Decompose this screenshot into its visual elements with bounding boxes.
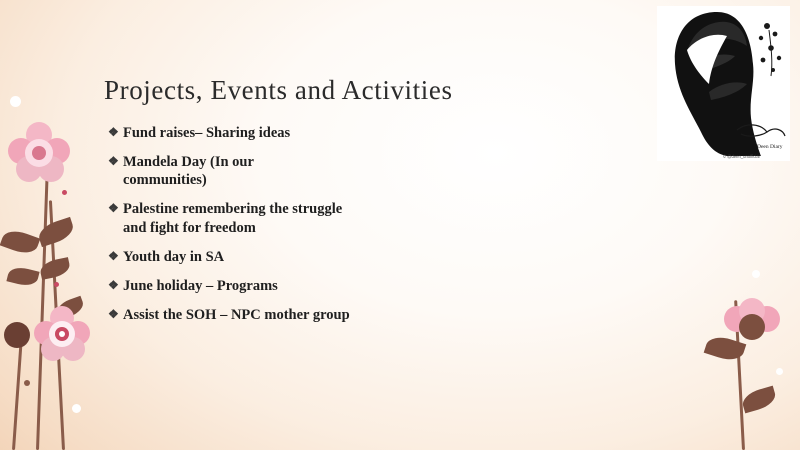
leaf	[39, 257, 72, 280]
diamond-bullet-icon: ❖	[108, 154, 119, 169]
diamond-bullet-icon: ❖	[108, 306, 119, 321]
leaf	[704, 333, 747, 365]
list-item-text: Youth day in SA	[123, 248, 225, 265]
list-item	[108, 248, 508, 266]
image-caption: © @deen_unofficial	[723, 154, 760, 159]
decorative-dot	[752, 270, 760, 278]
diamond-bullet-icon: ❖	[108, 125, 119, 139]
diamond-bullet-icon: ❖	[108, 277, 119, 292]
decorative-dot	[10, 96, 21, 107]
flower-stem	[734, 300, 745, 450]
floral-decoration-left	[0, 0, 120, 450]
flower-stem	[12, 330, 23, 450]
list-item	[108, 200, 366, 236]
list-item-text: Mandela Day (In our communities)	[123, 154, 254, 189]
decorative-dot	[62, 190, 67, 195]
page-title: Projects, Events and Activities	[104, 75, 453, 105]
flower-blossom	[8, 122, 70, 184]
list-item	[108, 153, 308, 189]
bullet-list	[108, 124, 508, 335]
list-item-text: Fund raises– Sharing ideas	[123, 125, 291, 141]
image-signature: Deen Diary	[757, 144, 783, 150]
list-item	[108, 124, 508, 142]
decorative-dot	[54, 282, 59, 287]
list-item	[108, 306, 380, 324]
flower-bud	[4, 322, 30, 348]
list-item-text: Assist the SOH – NPC mother group	[123, 306, 350, 323]
flower-stem	[36, 150, 49, 450]
leaf	[36, 217, 76, 247]
diamond-bullet-icon: ❖	[108, 201, 119, 216]
flower-stem	[49, 200, 65, 450]
leaf	[0, 226, 40, 257]
slide-image	[657, 6, 790, 161]
list-item-text: June holiday – Programs	[123, 277, 278, 294]
diamond-bullet-icon: ❖	[108, 248, 119, 263]
decorative-dot	[24, 380, 30, 386]
flower-blossom	[34, 306, 90, 362]
leaf	[740, 386, 778, 414]
decorative-dot	[72, 404, 81, 413]
leaf	[6, 265, 39, 289]
floral-decoration-right	[680, 250, 800, 450]
leaf	[54, 296, 86, 321]
list-item	[108, 277, 508, 295]
flower-blossom	[724, 298, 782, 342]
list-item-text: Palestine remembering the struggle and fight for freedom	[123, 201, 343, 236]
decorative-dot	[776, 368, 783, 375]
